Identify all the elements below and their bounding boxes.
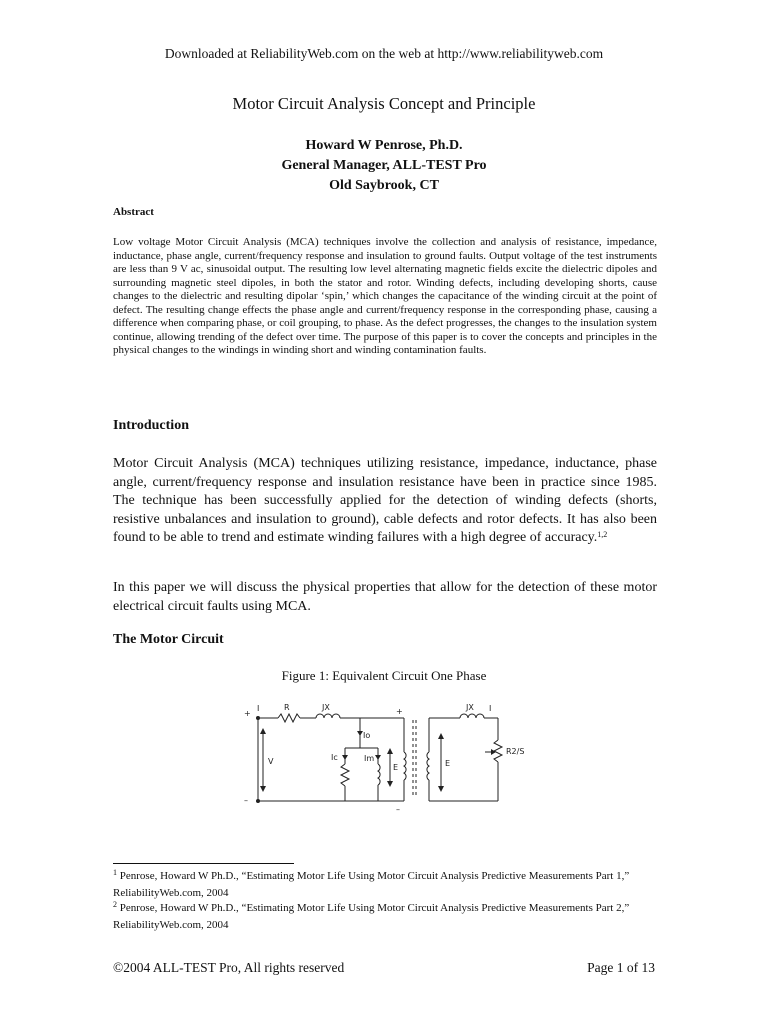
- footnote-2: [113, 900, 657, 934]
- resistance-label: R: [284, 703, 290, 712]
- circuit-diagram: [230, 690, 570, 840]
- reactance-label-left: JX: [322, 703, 330, 712]
- figure-caption: Figure 1: Equivalent Circuit One Phase: [281, 668, 487, 683]
- download-notice: Downloaded at ReliabilityWeb.com on the web at http://www.reliabilityweb.com: [164, 46, 604, 61]
- footnote-divider: [113, 863, 294, 864]
- current-label-left: I: [257, 704, 260, 713]
- copyright-notice: ©2004 ALL-TEST Pro, All rights reserved: [113, 960, 345, 975]
- reactance-label-right: JX: [466, 703, 474, 712]
- emf-label-right: E: [445, 759, 451, 768]
- motor-circuit-heading: The Motor Circuit: [113, 632, 224, 647]
- author-name: Howard W Penrose, Ph.D.: [305, 138, 463, 153]
- author-position: General Manager, ALL-TEST Pro: [281, 158, 487, 173]
- footnote-2-text: Penrose, Howard W Ph.D., “Estimating Motor Life Using Motor Circuit Analysis Predictive Measurements Part 2,” ReliabilityWeb.com, 2004: [113, 902, 630, 931]
- emf-label-left: E: [393, 763, 399, 772]
- plus-terminal-mid: +: [396, 707, 403, 716]
- load-label: R2/S: [506, 747, 525, 756]
- paper-title: Motor Circuit Analysis Concept and Principle: [232, 94, 536, 113]
- abstract-text: Low voltage Motor Circuit Analysis (MCA) techniques involve the collection and analysis of resistance, impedance, inductance, phase angle, current/frequency response and insulation to ground faults. Output voltage of the test instruments are less than 9 V ac, sinusoidal output. The resulting low level alternating magnetic fields excite the dielectric dipoles and surrounding magnetic steel dipoles, in both the stator and rotor. Winding defects, including developing shorts, cause changes to the dielectric and resulting dipolar ‘spin,’ which changes the capacitance of the winding circuit at the point of defect. The resulting change effects the phase angle and current/frequency response in the corresponding phase, causing a difference when comparing phase, or coil grouping, to phase. As the defect progresses, the changes to the insulation system continue, allowing trending of the defect over time. The purpose of this paper is to cover the concepts and principles in the physical changes to the windings in winding short and winding contamination faults.: [113, 236, 657, 357]
- im-label: Im: [364, 754, 375, 763]
- footnote-reference: 1,2: [597, 530, 608, 540]
- author-location: Old Saybrook, CT: [329, 178, 439, 193]
- introduction-paragraph-2: In this paper we will discuss the physical properties that allow for the detection of these motor electrical circuit faults using MCA.: [113, 580, 657, 614]
- footnote-1: [113, 868, 657, 902]
- footnote-1-number: 1: [113, 868, 117, 877]
- plus-terminal-left: +: [244, 709, 251, 718]
- abstract-heading: Abstract: [113, 206, 154, 218]
- introduction-paragraph-1-text: Motor Circuit Analysis (MCA) techniques utilizing resistance, impedance, inductance, phase angle, current/frequency response and insulation resistance have been in practice since 1985. The technique has been successfully applied for the detection of winding defects (shorts, resistive unbalances and insulation to ground), cable defects and rotor defects. It has also been found to be able to trend and estimate winding failures with a high degree of accuracy.: [113, 456, 657, 546]
- minus-terminal-mid: –: [396, 805, 400, 814]
- footnote-2-number: 2: [113, 900, 117, 909]
- minus-terminal-left: –: [244, 796, 248, 805]
- ic-label: Ic: [331, 753, 338, 762]
- equivalent-circuit-figure: [230, 690, 570, 840]
- introduction-paragraph-1: [113, 455, 657, 548]
- page-number: Page 1 of 13: [587, 960, 655, 975]
- footnote-1-text: Penrose, Howard W Ph.D., “Estimating Motor Life Using Motor Circuit Analysis Predictive Measurements Part 1,” ReliabilityWeb.com, 2004: [113, 870, 630, 899]
- io-label: Io: [363, 731, 371, 740]
- voltage-label: V: [268, 757, 274, 766]
- author-block: [0, 136, 768, 196]
- current-label-right: I: [489, 704, 492, 713]
- introduction-heading: Introduction: [113, 418, 189, 433]
